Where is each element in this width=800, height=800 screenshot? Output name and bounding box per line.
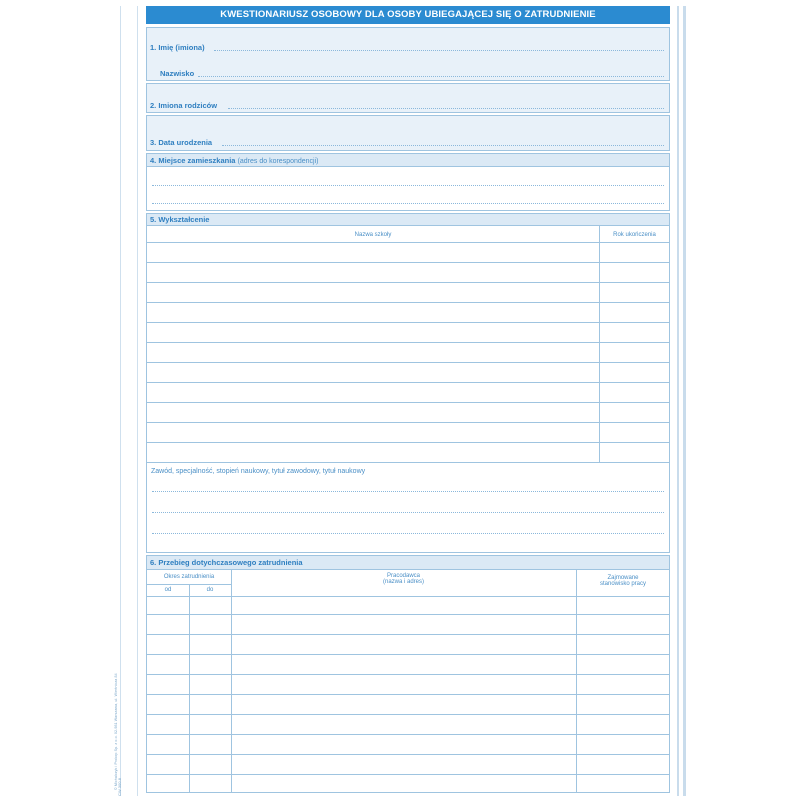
education-row[interactable]: [147, 262, 669, 263]
education-row[interactable]: [147, 322, 669, 323]
surname-input[interactable]: [198, 76, 664, 77]
address-line-1[interactable]: [152, 185, 664, 186]
right-margin-strip: [677, 6, 686, 796]
form-code: CW 300-8: [117, 777, 122, 796]
education-section: [146, 213, 670, 553]
profession-line-1[interactable]: [152, 491, 664, 492]
education-row[interactable]: [147, 302, 669, 303]
profession-line-3[interactable]: [152, 533, 664, 534]
education-header: [147, 214, 669, 226]
position-title-1: Zajmowane: [607, 575, 639, 581]
employment-row[interactable]: [147, 714, 669, 715]
employment-row[interactable]: [147, 634, 669, 635]
education-row[interactable]: [147, 422, 669, 423]
position-title-2: stanowisko pracy: [599, 581, 647, 587]
education-row[interactable]: [147, 342, 669, 343]
education-row[interactable]: [147, 282, 669, 283]
address-label: [150, 156, 319, 165]
period-header: Okres zatrudnienia: [163, 574, 215, 580]
first-name-section: [146, 27, 670, 81]
education-row[interactable]: [147, 462, 669, 463]
employment-row[interactable]: [147, 614, 669, 615]
employment-row[interactable]: [147, 754, 669, 755]
publisher-imprint: © Michalczyk i Prokop Sp. z o.o. 02-981 Warszawa, ul. Wiertnicza 84: [114, 673, 118, 790]
graduation-year-header: Rok ukończenia: [613, 232, 656, 238]
employment-row[interactable]: [147, 694, 669, 695]
address-line-2[interactable]: [152, 203, 664, 204]
left-margin-strip: [120, 6, 138, 796]
employment-row[interactable]: [147, 654, 669, 655]
from-column-divider: [189, 584, 190, 793]
profession-line-2[interactable]: [152, 512, 664, 513]
education-row[interactable]: [147, 362, 669, 363]
first-name-input[interactable]: [214, 50, 664, 51]
education-row[interactable]: [147, 382, 669, 383]
employer-column-divider: [576, 570, 577, 793]
parents-names-input[interactable]: [228, 108, 664, 109]
education-row[interactable]: [147, 242, 669, 243]
period-column-divider: [231, 570, 232, 793]
surname-label: Nazwisko: [160, 69, 195, 78]
birth-date-input[interactable]: [222, 145, 664, 146]
position-header: [577, 575, 669, 587]
form-title: KWESTIONARIUSZ OSOBOWY DLA OSOBY UBIEGAJĄCEJ SIĘ O ZATRUDNIENIE: [146, 6, 670, 24]
employment-label: 6. Przebieg dotychczasowego zatrudnienia: [150, 558, 303, 567]
parents-names-label: 2. Imiona rodziców: [150, 101, 218, 110]
employer-title: Pracodawca: [386, 573, 421, 579]
profession-label: Zawód, specjalność, stopień naukowy, tytuł zawodowy, tytuł naukowy: [151, 468, 366, 475]
employment-row[interactable]: [147, 774, 669, 775]
education-label: 5. Wykształcenie: [150, 215, 210, 224]
first-name-label: 1. Imię (imiona): [150, 43, 205, 52]
employment-row[interactable]: [147, 734, 669, 735]
employment-row[interactable]: [147, 674, 669, 675]
address-note: (adres do korespondencji): [237, 158, 319, 165]
employer-note: (nazwa i adres): [382, 579, 424, 585]
birth-date-label: 3. Data urodzenia: [150, 138, 213, 147]
school-name-header: Nazwa szkoły: [354, 232, 392, 238]
employment-row[interactable]: [147, 596, 669, 597]
education-row[interactable]: [147, 402, 669, 403]
from-header: od: [164, 587, 172, 593]
to-header: do: [206, 587, 214, 593]
address-title: 4. Miejsce zamieszkania: [150, 156, 236, 165]
education-row[interactable]: [147, 442, 669, 443]
employer-header: [231, 573, 576, 585]
